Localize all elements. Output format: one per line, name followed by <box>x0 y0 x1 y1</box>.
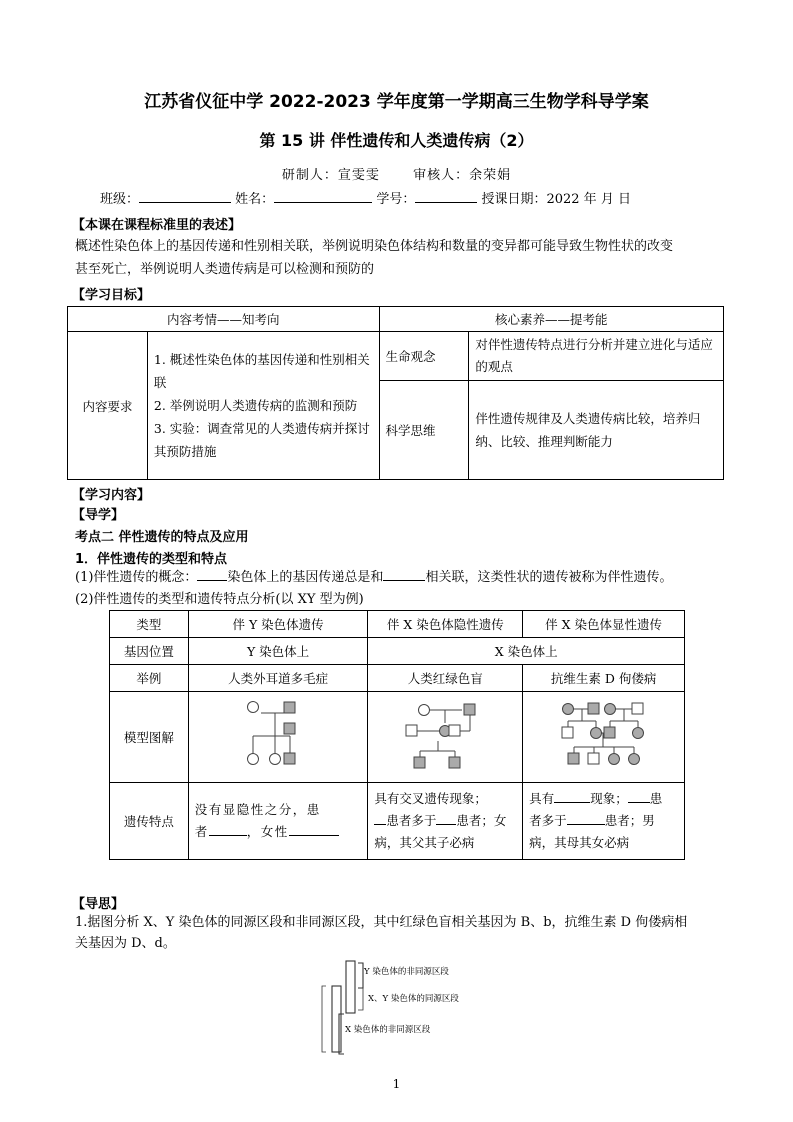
y-chromosome <box>346 961 355 1013</box>
feature-y-2b: ，女性 <box>246 824 289 839</box>
feature-xd-blank-2[interactable] <box>628 789 650 803</box>
feature-xd-2b: 患者；男 <box>604 813 655 828</box>
xy-chromosome-diagram <box>318 960 518 1060</box>
feature-xd-blank-3[interactable] <box>567 811 605 825</box>
literacy-2-label: 科学思维 <box>379 381 469 480</box>
literacy-2-text: 伴性遗传规律及人类遗传病比较，培养归纳、比较、推理判断能力 <box>469 381 724 480</box>
question-2: (2)伴性遗传的类型和遗传特点分析(以 XY 型为例) <box>75 592 364 607</box>
feature-xr-2 <box>374 810 516 832</box>
literacy-1-label: 生命观念 <box>379 332 469 381</box>
th-type: 类型 <box>110 611 189 638</box>
label-y-nonhomologous: Y 染色体的非同源区段 <box>364 967 449 977</box>
page-number: 1 <box>392 1077 401 1091</box>
name-label: 姓名： <box>235 192 275 207</box>
feature-y-1: 没有显隐性之分，患 <box>194 802 321 817</box>
class-label: 班级： <box>100 192 140 207</box>
feature-y-2a: 者 <box>194 824 209 839</box>
goals-requirements <box>147 332 379 480</box>
standard-line-2: 甚至死亡，举例说明人类遗传病是可以检测和预防的 <box>75 262 375 277</box>
pedigree-xd-cell <box>523 692 685 783</box>
th-x-recessive: 伴 X 染色体隐性遗传 <box>368 611 523 638</box>
point-heading: 考点二 伴性遗传的特点及应用 <box>75 530 249 545</box>
feature-xd-1 <box>529 788 678 810</box>
goals-header-literacy: 核心素养——提考能 <box>379 307 723 332</box>
question-1 <box>75 567 672 588</box>
label-xy-homologous: X、Y 染色体的同源区段 <box>368 994 459 1004</box>
requirement-1: 1. 概述性染色体的基因传递和性别相关联 <box>153 352 370 390</box>
feature-xr-blank-2[interactable] <box>436 811 456 825</box>
feature-xr-2a: 患者多于 <box>386 813 437 828</box>
pos-x: X 染色体上 <box>368 638 685 665</box>
feature-xd <box>523 783 685 860</box>
feature-xr-3: 病，其父其子必病 <box>374 835 475 850</box>
feature-xd-2 <box>529 810 678 832</box>
example-xd: 抗维生素 D 佝偻病 <box>523 665 685 692</box>
reflect-heading: 【导思】 <box>72 897 125 912</box>
feature-y-2 <box>195 821 362 843</box>
pedigree-x-dominant <box>554 701 654 771</box>
question-1-c: 相关联，这类性状的遗传被称为伴性遗传。 <box>425 570 673 585</box>
id-label: 学号： <box>376 192 416 207</box>
lesson-subtitle: 第 15 讲 伴性遗传和人类遗传病（2） <box>259 131 534 150</box>
requirement-2: 2. 举例说明人类遗传病的监测和预防 <box>153 398 358 413</box>
question-1-b: 染色体上的基因传递总是和 <box>227 570 384 585</box>
feature-y <box>188 783 368 860</box>
id-blank[interactable] <box>415 189 477 203</box>
inheritance-types-table <box>109 610 685 860</box>
goals-header-content: 内容考情——知考向 <box>68 307 380 332</box>
content-heading: 【学习内容】 <box>72 488 151 503</box>
feature-xd-blank-1[interactable] <box>554 789 590 803</box>
row-gene-position: 基因位置 <box>110 638 189 665</box>
sub-heading-1: 1．伴性遗传的类型和特点 <box>75 552 228 567</box>
th-x-dominant: 伴 X 染色体显性遗传 <box>523 611 685 638</box>
pedigree-y-cell <box>188 692 368 783</box>
row-model: 模型图解 <box>110 692 189 783</box>
row-example: 举例 <box>110 665 189 692</box>
label-x-nonhomologous: X 染色体的非同源区段 <box>345 1025 431 1035</box>
requirement-3: 3. 实验：调查常见的人类遗传病并探讨其预防措施 <box>153 421 370 459</box>
feature-xd-3: 病，其母其女必病 <box>529 835 630 850</box>
reflect-line-1: 1.据图分析 X、Y 染色体的同源区段和非同源区段，其中红绿色盲相关基因为 B、b，抗维生素 D 佝偻病相 <box>75 915 688 930</box>
literacy-1-text: 对伴性遗传特点进行分析并建立进化与适应的观点 <box>469 332 724 381</box>
pedigree-xr-cell <box>368 692 523 783</box>
pedigree-y-linked <box>238 701 318 771</box>
standard-heading: 【本课在课程标准里的表述】 <box>72 218 242 233</box>
feature-xd-1c: 患 <box>649 791 663 806</box>
guide-heading: 【导学】 <box>72 508 125 523</box>
feature-xr-2b: 患者；女 <box>456 813 507 828</box>
feature-xr-1: 具有交叉遗传现象； <box>374 791 487 806</box>
answer-blank-1[interactable] <box>197 567 227 581</box>
goals-table <box>67 306 724 480</box>
reviewer-label: 审核人：余荣娟 <box>413 168 512 183</box>
feature-xd-1b: 现象； <box>590 791 628 806</box>
feature-y-blank-1[interactable] <box>209 822 247 836</box>
reflect-line-2: 关基因为 D、d。 <box>75 936 176 951</box>
goals-heading: 【学习目标】 <box>72 288 151 303</box>
answer-blank-2[interactable] <box>383 567 425 581</box>
example-y: 人类外耳道多毛症 <box>188 665 368 692</box>
x-chromosome <box>332 986 341 1052</box>
row-features: 遗传特点 <box>110 783 189 860</box>
goals-row-label: 内容要求 <box>68 332 148 480</box>
class-blank[interactable] <box>139 189 231 203</box>
author-label: 研制人：宣雯雯 <box>281 168 380 183</box>
example-xr: 人类红绿色盲 <box>368 665 523 692</box>
question-1-a: (1)伴性遗传的概念： <box>75 570 198 585</box>
standard-line-1: 概述性染色体上的基因传递和性别相关联，举例说明染色体结构和数量的变异都可能导致生物性状的改变 <box>75 239 674 254</box>
page-title: 江苏省仪征中学 2022-2023 学年度第一学期高三生物学科导学案 <box>144 92 649 112</box>
feature-xr <box>368 783 523 860</box>
pedigree-x-recessive <box>400 701 490 771</box>
student-info-line <box>100 188 631 207</box>
feature-xr-blank-1[interactable] <box>374 811 386 825</box>
th-y-linked: 伴 Y 染色体遗传 <box>188 611 368 638</box>
feature-xd-2a: 者多于 <box>529 813 567 828</box>
name-blank[interactable] <box>274 189 372 203</box>
authors-line <box>0 164 793 183</box>
feature-xd-1a: 具有 <box>529 791 555 806</box>
pos-y: Y 染色体上 <box>188 638 368 665</box>
date-label: 授课日期：2022 年 月 日 <box>481 192 631 207</box>
feature-y-blank-2[interactable] <box>289 822 339 836</box>
